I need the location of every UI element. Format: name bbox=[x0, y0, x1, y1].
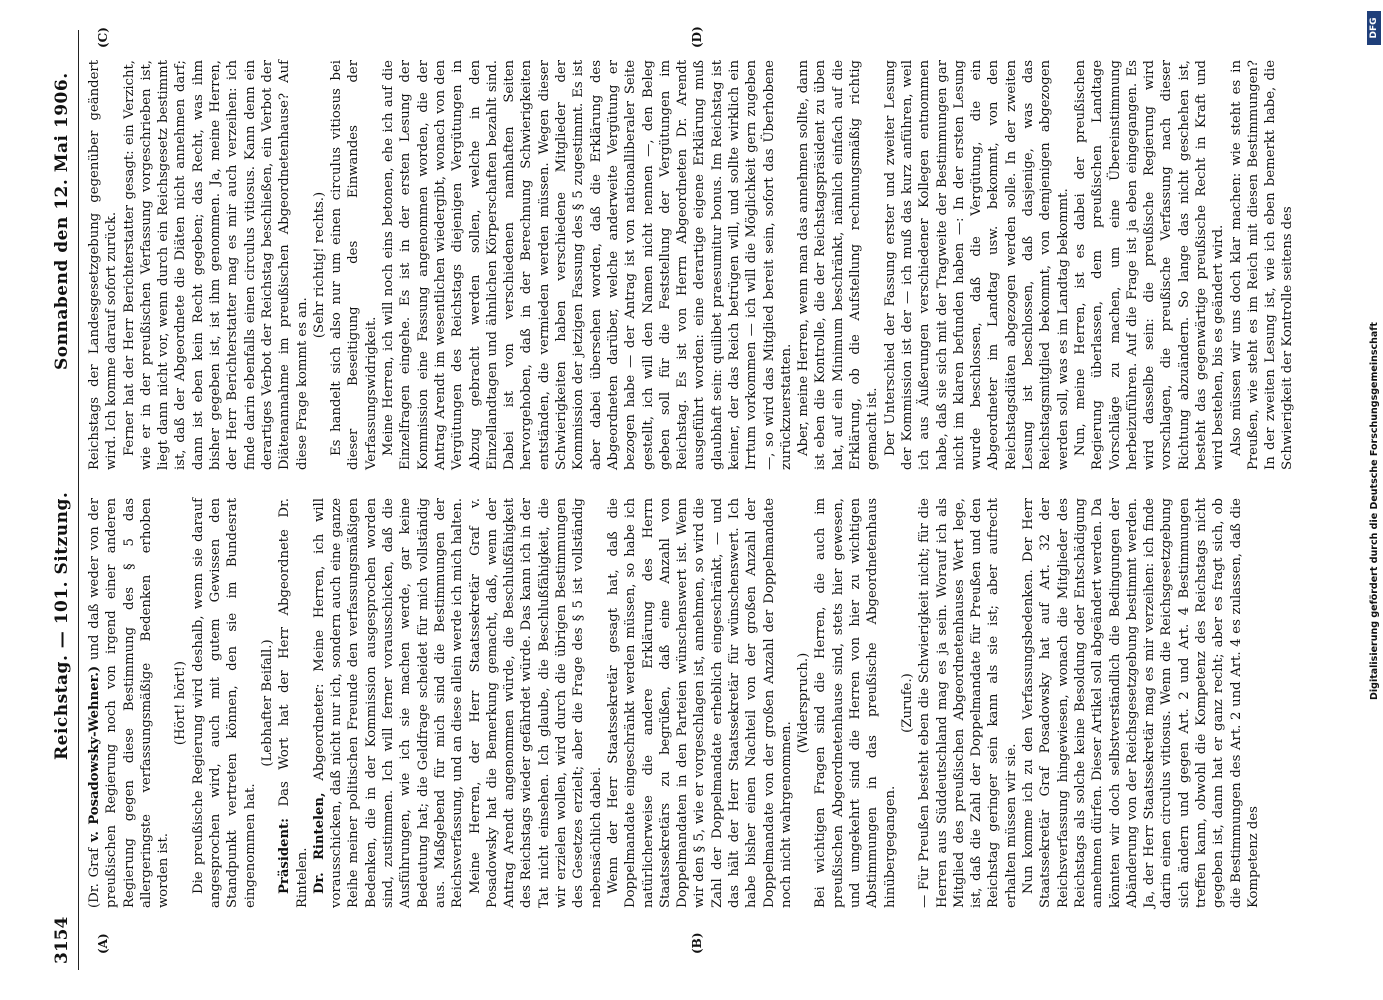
interjection: (Lebhafter Beifall.) bbox=[259, 639, 275, 767]
marker-c: (C) bbox=[96, 27, 110, 48]
paragraph: Die preußische Regierung wird deshalb, wenn sie darauf angesprochen wird, auch mit gutem Gewissen den Standpunkt vertreten können, den sie im Bundesrat eingenommen hat. bbox=[190, 498, 258, 908]
dfg-logo: DFG bbox=[1367, 11, 1381, 45]
left-column bbox=[86, 497, 1261, 908]
paragraph-text: Das Wort hat der Herr Abgeordnete Dr. Rintelen. bbox=[277, 498, 310, 908]
page-number: 3154 bbox=[52, 916, 72, 964]
speaker-name: v. Posadowsky-Wehner.) bbox=[87, 665, 102, 842]
speaker-prefix: (Dr. Graf bbox=[87, 841, 102, 908]
paragraph: Es handelt sich also nur um einen circulus vitiosus bei dieser Beseitigung des Einwandes der Verfassungswidrigkeit. bbox=[329, 60, 379, 470]
paragraph: Also müssen wir uns doch klar machen: wie steht es in Preußen, wie steht es im Reich mit diesen Bestimmungen? In der zweiten Lesung ist, wie ich eben bemerkt habe, die Schwierigkeit der Kontrolle seitens des bbox=[1228, 60, 1296, 470]
paragraph bbox=[86, 498, 172, 908]
paragraph-text: Abgeordneter: Meine Herren, ich will vorausschicken, daß nicht nur ich, sondern auch eine ganze Reihe meiner politischen Freunde den verfassungsmäßigen Bedenken, die in der Kommission ausgesprochen worden sind, zustimmen. Ich will ferner vorausschicken, daß die Ausführungen, wie ich sie machen werde, gar keine Bedeutung hat; die Geldfrage scheidet für mich vollständig aus. Maßgebend für mich sind die Bestimmungen der Reichsverfassung, und an diese allein werde ich mich halten. bbox=[311, 498, 466, 908]
session-date: Sonnabend den 12. Mai 1906. bbox=[52, 72, 72, 370]
speaker-name: Dr. Rintelen, bbox=[311, 792, 327, 894]
paragraph: — Für Preußen besteht eben die Schwierigkeit nicht; für die Herren aus Süddeutschland mag es ja sein. Worauf ich als Mitglied des preußischen Abgeordnetenhauses Wert lege, ist, daß die Zahl der Doppelmandate für Preußen und den Reichstag geringer sein kann als sie ist; aber aufrecht erhalten müssen wir sie. bbox=[917, 498, 1019, 908]
paragraph: Nun komme ich zu den Verfassungsbedenken. Der Herr Staatssekretär Graf Posadowsky hat auf Art. 32 der Reichsverfassung hingewiesen, wonach die Mitglieder des Reichstags als solche keine Besoldung oder Entschädigung annehmen dürfen. Dieser Artikel soll abgeändert werden. Da könnten wir doch selbstverständlich die Bedingungen der Abänderung von der Reichsgesetzgebung bestimmt werden. Ja, der Herr Staatssekretär mag es mir verzeihen: ich finde darin einen circulus vitiosus. Wenn die Reichsgesetzgebung sich ändern und gegen Art. 2 und Art. 4 Bestimmungen treffen kann, obwohl die Kompetenz des Reichstags nicht gegeben ist, dann hat er ganz recht; aber es fragt sich, ob die Bestimmungen des Art. 2 und Art. 4 es zulassen, daß die Kompetenz des bbox=[1021, 498, 1261, 908]
marker-d: (D) bbox=[690, 26, 704, 48]
digitization-footer bbox=[1367, 0, 1383, 1000]
paragraph: Bei wichtigen Fragen sind die Herren, die auch im preußischen Abgeordnetenhause sind, stets hier gewesen, und umgekehrt sind die Herren von hier zu wichtigen Abstimmungen in das preußische Abgeordnetenhaus hinübergegangen. bbox=[813, 498, 898, 908]
paragraph bbox=[311, 498, 467, 908]
paragraph: Aber, meine Herren, wenn man das annehmen sollte, dann ist eben die Kontrolle, die der Reichstagspräsident zu üben hat, auf ein Minimum beschränkt, nämlich einfach auf die Erklärung, ob die Aufstellung rechnungsmäßig richtig gemacht ist. bbox=[796, 60, 881, 470]
president-label: Präsident: bbox=[277, 817, 293, 894]
paragraph: Ferner hat der Herr Berichterstatter gesagt: ein Verzicht, wie er in der preußischen Verfassung vorgeschrieben ist, liegt dann nicht vor, wenn durch ein Reichsgesetz bestimmt ist, daß der Abgeordnete die Diäten nicht annehmen darf; dann ist eben kein Recht gegeben; das Recht, was ihm bisher gegeben ist, ist ihm genommen. Ja, meine Herren, der Herr Berichterstatter mag es mir auch verzeihen: ich finde darin ebenfalls einen circulus vitiosus. Kann denn ein derartiges Verbot der Reichstag beschließen, ein Verbot der Diätenannahme im preußischen Abgeordnetenhause? Auf diese Frage kommt es an. bbox=[121, 60, 310, 470]
page-header bbox=[52, 0, 76, 1000]
paragraph: Meine Herren, ich will noch eins betonen, ehe ich auf die Einzelfragen eingehe. Es ist in der ersten Lesung der Kommission eine Fassung angenommen worden, die der Antrag Arendt im wesentlichen wiedergibt, wonach von den Vergütungen des Reichstags diejenigen Vergütungen in Abzug gebracht werden sollen, welche in den Einzellandtagen und ähnlichen Körperschaften bezahlt sind. Dabei ist von verschiedenen namhaften Seiten hervorgehoben, daß in der Berechnung Schwierigkeiten entständen, die vermieden werden müssen. Wegen dieser Schwierigkeiten haben verschiedene Mitglieder der Kommission der jetzigen Fassung des § 5 zugestimmt. Es ist aber dabei übersehen worden, daß die Erklärung des Abgeordneten darüber, welche anderweite Vergütung er bezogen habe — der Antrag ist von nationalliberaler Seite gestellt, ich will den Namen nicht nennen —, den Beleg geben soll für die Feststellung der Vergütungen im Reichstag. Es ist von Herrn Abgeordneten Dr. Arendt ausgeführt worden: eine derartige eigene Erklärung muß glaubhaft sein: quilibet praesumitur bonus. Im Reichstag ist keiner, der das Reich betrügen will, und sollte wirklich ein Irrtum vorkommen — ich will die Möglichkeit gern zugeben —, so wird das Mitglied bereit sein, sofort das Überhobene zurückzuerstatten. bbox=[381, 60, 794, 470]
interjection: (Hört! hört!) bbox=[173, 660, 189, 746]
paragraph: Nun, meine Herren, ist es dabei der preußischen Regierung überlassen, dem preußischen Landtage Vorschläge zu machen, um eine Übereinstimmung herbeizuführen. Auf die Frage ist ja eben eingegangen. Es wird dasselbe sein: die preußische Regierung wird vorschlagen, die preußische Verfassung nach dieser Richtung abzuändern. So lange das nicht geschehen ist, besteht das gegenwärtige preußische Recht in Kraft und wird bestehen, bis es geändert wird. bbox=[1072, 60, 1227, 470]
session-title: Reichstag. — 101. Sitzung. bbox=[52, 491, 72, 760]
right-column bbox=[86, 60, 1296, 470]
paragraph bbox=[276, 498, 311, 908]
paragraph: Wenn der Herr Staatssekretär gesagt hat, daß die Doppelmandate eingeschränkt werden müssen, so habe ich natürlicherweise die andere Erklärung des Herrn Staatssekretärs zu begrüßen, daß eine Anzahl von Doppelmandaten in den Parteien wünschenswert ist. Wenn wir den § 5, wie er vorgeschlagen ist, annehmen, so wird die Zahl der Doppelmandate erheblich eingeschränkt, — und das hält der Herr Staatssekretär für wünschenswert. Ich habe bisher einen Nachteil von der großen Anzahl der Doppelmandate von der großen Anzahl der Doppelmandate noch nicht wahrgenommen. bbox=[605, 498, 794, 908]
marker-b: (B) bbox=[690, 932, 704, 954]
digitization-note: Digitalisierung gefördert durch die Deutsche Forschungsgemeinschaft bbox=[1369, 322, 1380, 700]
header-rule bbox=[78, 30, 79, 970]
paragraph: Meine Herren, der Herr Staatssekretär Graf v. Posadowsky hat die Bemerkung gemacht, daß, wenn der Antrag Arendt angenommen würde, die Beschlußfähigkeit des Reichstags wieder gefährdet würde. Das kann ich in der Tat nicht einsehen. Ich glaube, die Beschlußfähigkeit, die wir erzielen wollen, wird durch die übrigen Bestimmungen des Gesetzes erzielt; aber die Frage des § 5 ist vollständig nebensächlich dabei. bbox=[467, 498, 604, 908]
paragraph-text: und daß weder von der preußischen Regierung noch von irgend einer anderen Regierung gegen diese Bestimmung des § 5 das allergeringste verfassungsmäßige Bedenken erhoben worden ist. bbox=[87, 497, 172, 908]
paragraph: Der Unterschied der Fassung erster und zweiter Lesung der Kommission ist der — ich muß das kurz anführen, weil ich aus Äußerungen verschiedener Kollegen entnommen habe, daß sie sich mit der Tragweite der Bestimmungen gar nicht im klaren befunden haben —: In der ersten Lesung wurde beschlossen, daß die Vergütung, die ein Abgeordneter im Landtag usw. bekommt, von den Reichstagsdiäten abgezogen werden solle. In der zweiten Lesung ist beschlossen, daß dasjenige, was das Reichstagsmitglied bekommt, von demjenigen abgezogen werden soll, was es im Landtag bekommt. bbox=[882, 60, 1071, 470]
marker-a: (A) bbox=[96, 933, 110, 954]
interjection: (Sehr richtig! rechts.) bbox=[311, 191, 327, 339]
paragraph: Reichstags der Landesgesetzgebung gegenüber geändert wird. Ich komme darauf sofort zurück. bbox=[87, 60, 120, 470]
interjection: (Widerspruch.) bbox=[796, 652, 812, 754]
interjection: (Zurufe.) bbox=[899, 673, 915, 733]
